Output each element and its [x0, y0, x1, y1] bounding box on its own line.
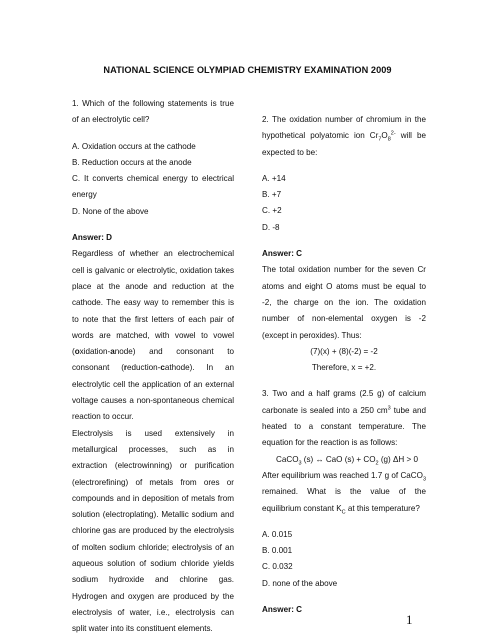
- q2-option-c: C. +2: [262, 206, 282, 216]
- page-title: NATIONAL SCIENCE OLYMPIAD CHEMISTRY EXAMINATION 2009: [103, 65, 392, 75]
- q3-after-equilibrium: After equilibrium was reached 1.7 g of CaCO$_3$ remained. What is the value of the equilibrium constant $K_C$ at this temperature?: [262, 470, 426, 516]
- left-column: [72, 96, 234, 638]
- q3-option-a: A. 0.015: [262, 529, 293, 539]
- q3-equation: CaCO$_3$ (s) ↔ CaO $(s) + CO_2$ (g) ΔH > 0: [276, 454, 418, 467]
- right-column: [262, 112, 426, 618]
- q1-option-a: A. Oxidation occurs at the cathode: [72, 141, 196, 151]
- q2-option-b: B. +7: [262, 190, 282, 200]
- q2-equation-1: (7)(x) + (8)(-2) = -2: [310, 346, 378, 356]
- q3-option-b: B. 0.001: [262, 546, 293, 556]
- question-3: 3. Two and a half grams (2.5 g) of calcium carbonate is sealed into a 250 $cm^3$ tube and heated to a constant temperature. The equation for the reaction is as follows:: [262, 389, 426, 448]
- q2-equation-2: Therefore, x = +2.: [311, 363, 377, 373]
- q2-explanation: The total oxidation number for the seven Cr atoms and eight O atoms must be equal to -2, the charge on the ion. The oxidation number of non-elemental oxygen is -2 (except in peroxides). Thus:: [262, 265, 426, 340]
- q3-option-d: D. none of the above: [262, 578, 338, 588]
- q2-answer: Answer: C: [262, 249, 303, 259]
- q3-answer: Answer: C: [262, 605, 303, 615]
- question-1: 1. Which of the following statements is true of an electrolytic cell?: [72, 99, 234, 125]
- page-number: 1: [406, 612, 413, 627]
- q2-option-d: D. -8: [262, 222, 280, 232]
- q1-explanation-2: Electrolysis is used extensively in metallurgical processes, such as in extraction (electrowinning) or purification (electrorefining) of metals from ores or compounds and in deposition of metals from solution (electroplating). Metallic sodium and chlorine gas are produced by the electrolysis of molten sodium chloride; electrolysis of an aqueous solution of sodium chloride yields sodium hydroxide and chlorine gas. Hydrogen and oxygen are produced by the electrolysis of water, i.e., electrolysis can split water into its constituent elements.: [72, 428, 234, 634]
- q1-option-b: B. Reduction occurs at the anode: [72, 157, 192, 167]
- q1-option-d: D. None of the above: [72, 206, 149, 216]
- q2-option-a: A. +14: [262, 173, 286, 183]
- q3-option-c: C. 0.032: [262, 562, 293, 572]
- q1-option-c: C. It converts chemical energy to electrical energy: [72, 174, 234, 200]
- q1-answer: Answer: D: [72, 233, 113, 243]
- question-2: 2. The oxidation number of chromium in the hypothetical polyatomic ion $Cr_7O_8^{2-}$ will be expected to be:: [262, 115, 426, 157]
- q1-explanation-1: Regardless of whether an electrochemical cell is galvanic or electrolytic, oxidation takes place at the anode and reduction at the cathode. The easy way to remember this is to note that the first letters of each pair of words are matched, with vowel to vowel (oxidation-anode) and consonant to consonant (reduction-cathode). In an electrolytic cell the application of an external voltage causes a non-spontaneous chemical reaction to occur.: [72, 249, 234, 422]
